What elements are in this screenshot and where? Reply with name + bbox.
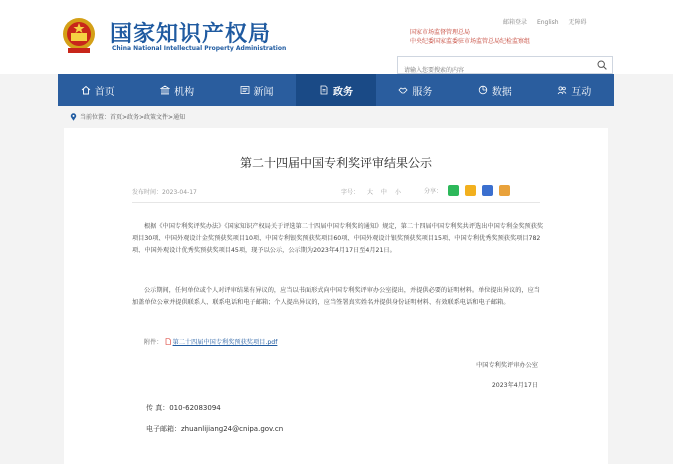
pie-chart-icon — [478, 85, 488, 95]
nav-item-interaction[interactable] — [535, 74, 614, 106]
agency-links — [410, 28, 530, 46]
top-link-accessibility[interactable]: 无障碍 — [568, 19, 587, 26]
site-logo-text[interactable]: 国家知识产权局 — [110, 22, 272, 47]
attachment — [144, 337, 277, 346]
share-bar — [424, 185, 510, 196]
agency-link-samr[interactable]: 国家市场监督管理总局 — [410, 29, 471, 36]
publish-date: 发布时间：2023-04-17 — [132, 189, 197, 196]
share-label: 分享： — [424, 188, 443, 195]
font-size-label: 字号： — [341, 189, 360, 196]
breadcrumb — [70, 112, 185, 121]
weibo-share-icon[interactable] — [499, 185, 510, 196]
nav-label: 机构 — [174, 86, 195, 98]
news-icon — [240, 85, 250, 95]
nav-item-organization[interactable] — [137, 74, 216, 106]
qq-share-icon[interactable] — [482, 185, 493, 196]
site-header — [0, 0, 673, 74]
people-icon — [557, 85, 567, 95]
handshake-icon — [398, 85, 408, 95]
nav-label: 政务 — [332, 86, 353, 98]
contact-email[interactable]: 电子邮箱：zhuanlijiang24@cnipa.gov.cn — [146, 425, 284, 433]
nav-item-government-affairs[interactable] — [296, 74, 375, 106]
top-link-email-login[interactable]: 邮箱登录 — [503, 19, 528, 26]
site-logo-english: China National Intellectual Property Administration — [112, 45, 287, 52]
article-paragraph: 根据《中国专利奖评奖办法》《国家知识产权局关于评选第二十四届中国专利奖的通知》规定，第二十四届中国专利奖共评选出中国专利金奖预获奖项目30项、中国外观设计金奖预获奖项目10项、中国专利银奖预获奖项目60项、中国外观设计银奖预获奖项目15项、中国专利优秀奖预获奖项目782项、中国外观设计优秀奖预获奖项目45项，现予以公示，公示期为2023年4月17日至4月21日。 — [132, 223, 544, 254]
nav-item-data[interactable] — [455, 74, 534, 106]
meta-divider — [132, 202, 540, 203]
font-size-small[interactable]: 小 — [394, 189, 401, 196]
pdf-icon — [165, 338, 171, 345]
font-size-medium[interactable]: 中 — [380, 189, 387, 196]
building-icon — [160, 85, 170, 95]
home-icon — [81, 85, 91, 95]
nav-item-home[interactable] — [58, 74, 137, 106]
nav-item-service[interactable] — [376, 74, 455, 106]
nav-label: 数据 — [491, 86, 512, 98]
fax-number: 传 真：010-62083094 — [146, 404, 221, 412]
article-card — [64, 128, 608, 464]
article-title: 第二十四届中国专利奖评审结果公示 — [239, 156, 432, 170]
location-pin-icon — [70, 113, 77, 121]
search-box — [397, 56, 613, 74]
national-emblem-logo — [62, 16, 96, 54]
top-link-english[interactable]: English — [536, 19, 559, 26]
wechat-share-icon[interactable] — [448, 185, 459, 196]
agency-link-inspection[interactable]: 中央纪委国家监委驻市场监管总局纪检监察组 — [410, 38, 531, 45]
font-size-control — [341, 187, 401, 196]
article-paragraph: 公示期间，任何单位或个人对评审结果有异议的，应当以书面形式向中国专利奖评审办公室提出，并提供必要的证明材料。单位提出异议的，应当加盖单位公章并提供联系人、联系电话和电子邮箱；个人提出异议的，应当签署真实姓名并提供身份证明材料、有效联系电话和电子邮箱。 — [132, 287, 540, 306]
nav-label: 首页 — [94, 86, 115, 98]
breadcrumb-text[interactable]: 当前位置：首页>政务>政策文件>通知 — [80, 114, 186, 121]
signature-date: 2023年4月17日 — [491, 382, 538, 389]
main-nav — [58, 74, 614, 106]
document-icon — [319, 85, 329, 95]
search-icon[interactable] — [597, 60, 607, 70]
nav-label: 新闻 — [253, 86, 274, 98]
top-links — [503, 17, 595, 26]
attachment-link[interactable]: 第二十四届中国专利奖预获奖项目.pdf — [172, 339, 278, 346]
font-size-large[interactable]: 大 — [366, 189, 373, 196]
nav-item-news[interactable] — [217, 74, 296, 106]
attachment-label: 附件： — [144, 339, 163, 346]
signature-organization: 中国专利奖评审办公室 — [476, 362, 538, 369]
qzone-share-icon[interactable] — [465, 185, 476, 196]
nav-label: 服务 — [412, 86, 433, 98]
nav-label: 互动 — [571, 86, 592, 98]
